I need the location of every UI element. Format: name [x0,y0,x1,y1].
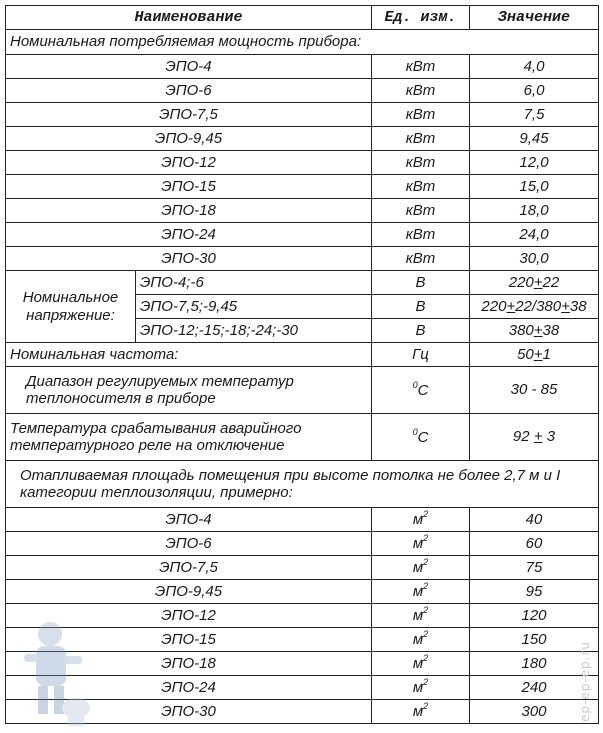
temp-relay-unit [372,414,470,461]
power-value-text: 12,0 [519,153,549,171]
power-name-text: ЭПО-6 [165,81,212,99]
area-value-text: 75 [525,558,543,576]
area-name-text: ЭПО-15 [161,630,216,648]
plus-minus-sign: + [533,345,543,363]
area-value [470,508,599,532]
power-name-text: ЭПО-7,5 [159,105,218,123]
area-unit-sup: 2 [423,677,429,688]
area-unit-sup: 2 [423,557,429,568]
area-unit [372,700,470,724]
area-unit [372,556,470,580]
power-value-text: 15,0 [519,177,549,195]
power-value-text: 18,0 [519,201,549,219]
voltage-name-text: ЭПО-7,5;-9,45 [140,297,238,315]
area-name-text: ЭПО-4 [165,510,212,528]
area-unit-base: м [412,583,424,601]
area-name [6,556,372,580]
power-value [470,55,599,79]
watermark: ep-ep-ep.ru [578,640,592,722]
area-row [6,604,599,628]
power-name [6,103,372,127]
power-value-text: 24,0 [519,225,549,243]
voltage-unit-text: В [415,321,426,339]
power-name [6,223,372,247]
area-row [6,532,599,556]
voltage-name-text: ЭПО-12;-15;-18;-24;-30 [140,321,299,339]
area-unit-base: м [412,535,424,553]
voltage-value-c: 22 [542,273,560,291]
voltage-value-a: 380 [508,321,534,339]
area-value-text: 240 [521,678,547,696]
area-value [470,580,599,604]
area-name-text: ЭПО-12 [161,606,216,624]
area-row [6,580,599,604]
power-unit [372,127,470,151]
area-name-text: ЭПО-30 [161,702,216,720]
power-name-text: ЭПО-18 [161,201,216,219]
power-name [6,55,372,79]
voltage-value-e: 38 [569,297,587,315]
area-row [6,676,599,700]
area-unit [372,676,470,700]
temp-range-value-text: 30 - 85 [510,381,558,399]
power-name-text: ЭПО-12 [161,153,216,171]
power-unit-text: кВт [405,177,436,195]
section-area-title-row [6,461,599,508]
power-value [470,127,599,151]
section-power-title-row [6,30,599,55]
voltage-value-c: 22/380 [515,297,562,315]
power-row [6,199,599,223]
area-row [6,508,599,532]
area-value-text: 60 [525,534,543,552]
power-unit [372,79,470,103]
area-unit-sup: 2 [423,533,429,544]
temp-range-value [470,367,599,414]
power-value-text: 6,0 [523,81,545,99]
voltage-unit-text: В [415,297,426,315]
temp-relay-row [6,414,599,461]
power-unit [372,247,470,271]
area-name-text: ЭПО-7,5 [159,558,218,576]
temp-relay-name-text: Температура срабатывания аварийного температурного реле на отключение [10,419,302,454]
area-unit [372,508,470,532]
header-row [6,6,599,30]
degree-sup: 0 [412,426,418,437]
voltage-value [470,295,599,319]
area-unit-sup: 2 [423,509,429,520]
power-name [6,151,372,175]
voltage-value [470,271,599,295]
area-unit-base: м [412,559,424,577]
voltage-unit-text: В [415,273,426,291]
power-name-text: ЭПО-4 [165,57,212,75]
area-unit-base: м [412,511,424,529]
power-value [470,175,599,199]
temp-range-unit [372,367,470,414]
voltage-value-c: 38 [542,321,560,339]
plus-minus-sign: + [533,428,543,446]
power-name [6,127,372,151]
area-value-text: 120 [521,606,547,624]
power-name [6,199,372,223]
section-area-title-text: Отапливаемая площадь помещения при высоте потолка не более 2,7 м и I категории теплоизоляции, примерно: [20,466,561,501]
area-unit-sup: 2 [423,605,429,616]
power-row [6,79,599,103]
voltage-name-text: ЭПО-4;-6 [140,273,204,291]
power-row [6,175,599,199]
area-unit [372,652,470,676]
power-row [6,55,599,79]
voltage-name [136,319,372,343]
power-value [470,103,599,127]
area-name-text: ЭПО-6 [165,534,212,552]
temp-relay-name [6,414,372,461]
area-unit-sup: 2 [423,653,429,664]
plus-minus-sign: + [561,297,570,315]
area-value-text: 40 [525,510,543,528]
area-value-text: 300 [521,702,547,720]
voltage-name [136,271,372,295]
frequency-unit-text: Гц [412,345,429,363]
power-unit-text: кВт [405,57,436,75]
temp-relay-value [470,414,599,461]
area-row [6,556,599,580]
power-name [6,247,372,271]
power-name [6,175,372,199]
power-value [470,199,599,223]
area-unit-base: м [412,679,424,697]
frequency-name [6,343,372,367]
plus-minus-sign: + [533,273,543,291]
voltage-value-a: 220 [508,273,534,291]
power-row [6,223,599,247]
voltage-value [470,319,599,343]
power-unit [372,55,470,79]
frequency-row [6,343,599,367]
area-name [6,580,372,604]
temp-relay-value-a: 92 [512,428,534,446]
area-value-text: 150 [521,630,547,648]
power-name-text: ЭПО-24 [161,225,216,243]
area-unit-sup: 2 [423,629,429,640]
temp-range-unit-text: С [417,381,429,399]
power-unit-text: кВт [405,129,436,147]
power-name-text: ЭПО-30 [161,249,216,267]
area-unit [372,532,470,556]
area-name [6,508,372,532]
power-value [470,151,599,175]
area-name [6,532,372,556]
power-unit-text: кВт [405,153,436,171]
area-value-text: 95 [525,582,543,600]
area-name-text: ЭПО-9,45 [154,582,223,600]
power-unit-text: кВт [405,81,436,99]
power-value-text: 9,45 [519,129,549,147]
frequency-value-a: 50 [517,345,534,363]
power-value-text: 4,0 [523,57,545,75]
power-unit-text: кВт [405,105,436,123]
power-unit [372,175,470,199]
area-name-text: ЭПО-24 [161,678,216,696]
power-name [6,79,372,103]
voltage-value-a: 220 [481,297,507,315]
frequency-value [470,343,599,367]
header-value: Значение [470,6,599,30]
section-power-title: Номинальная потребляемая мощность прибора: [6,30,599,55]
power-unit [372,103,470,127]
frequency-value-c: 1 [542,345,551,363]
area-row [6,628,599,652]
power-value [470,79,599,103]
frequency-name-text: Номинальная частота: [10,345,179,363]
power-row [6,151,599,175]
temp-range-name [6,367,372,414]
voltage-unit [372,271,470,295]
voltage-row [6,271,599,295]
temp-range-name-text: Диапазон регулируемых температур теплоносителя в приборе [26,372,294,407]
voltage-label-text: Номинальное напряжение: [22,289,119,324]
area-name-text: ЭПО-18 [161,654,216,672]
power-name-text: ЭПО-15 [161,177,216,195]
power-value-text: 30,0 [519,249,549,267]
plus-minus-sign: + [533,321,543,339]
degree-sup: 0 [412,379,418,390]
power-value [470,223,599,247]
voltage-unit [372,295,470,319]
area-value-text: 180 [521,654,547,672]
power-unit-text: кВт [405,201,436,219]
plumber-mascot-icon [10,616,92,728]
temp-relay-value-c: 3 [542,428,556,446]
area-unit-base: м [412,607,424,625]
plus-minus-sign: + [506,297,516,315]
voltage-unit [372,319,470,343]
header-name: Наименование [6,6,372,30]
area-unit-base: м [412,703,424,721]
area-unit-base: м [412,631,424,649]
area-row [6,700,599,724]
area-unit [372,628,470,652]
area-unit-base: м [412,655,424,673]
power-unit [372,223,470,247]
voltage-label [6,271,136,343]
power-value-text: 7,5 [523,105,545,123]
power-unit-text: кВт [405,249,436,267]
temp-relay-unit-text: С [417,428,429,446]
power-row [6,247,599,271]
spec-table [5,5,599,724]
power-unit [372,151,470,175]
area-unit-sup: 2 [423,581,429,592]
area-unit [372,580,470,604]
power-value [470,247,599,271]
area-value [470,556,599,580]
area-row [6,652,599,676]
section-area-title [6,461,599,508]
voltage-name [136,295,372,319]
area-unit-sup: 2 [423,701,429,712]
power-unit [372,199,470,223]
header-unit: Ед. изм. [372,6,470,30]
power-unit-text: кВт [405,225,436,243]
power-row [6,127,599,151]
area-unit [372,604,470,628]
temp-range-row [6,367,599,414]
area-value [470,532,599,556]
power-name-text: ЭПО-9,45 [154,129,223,147]
frequency-unit [372,343,470,367]
power-row [6,103,599,127]
